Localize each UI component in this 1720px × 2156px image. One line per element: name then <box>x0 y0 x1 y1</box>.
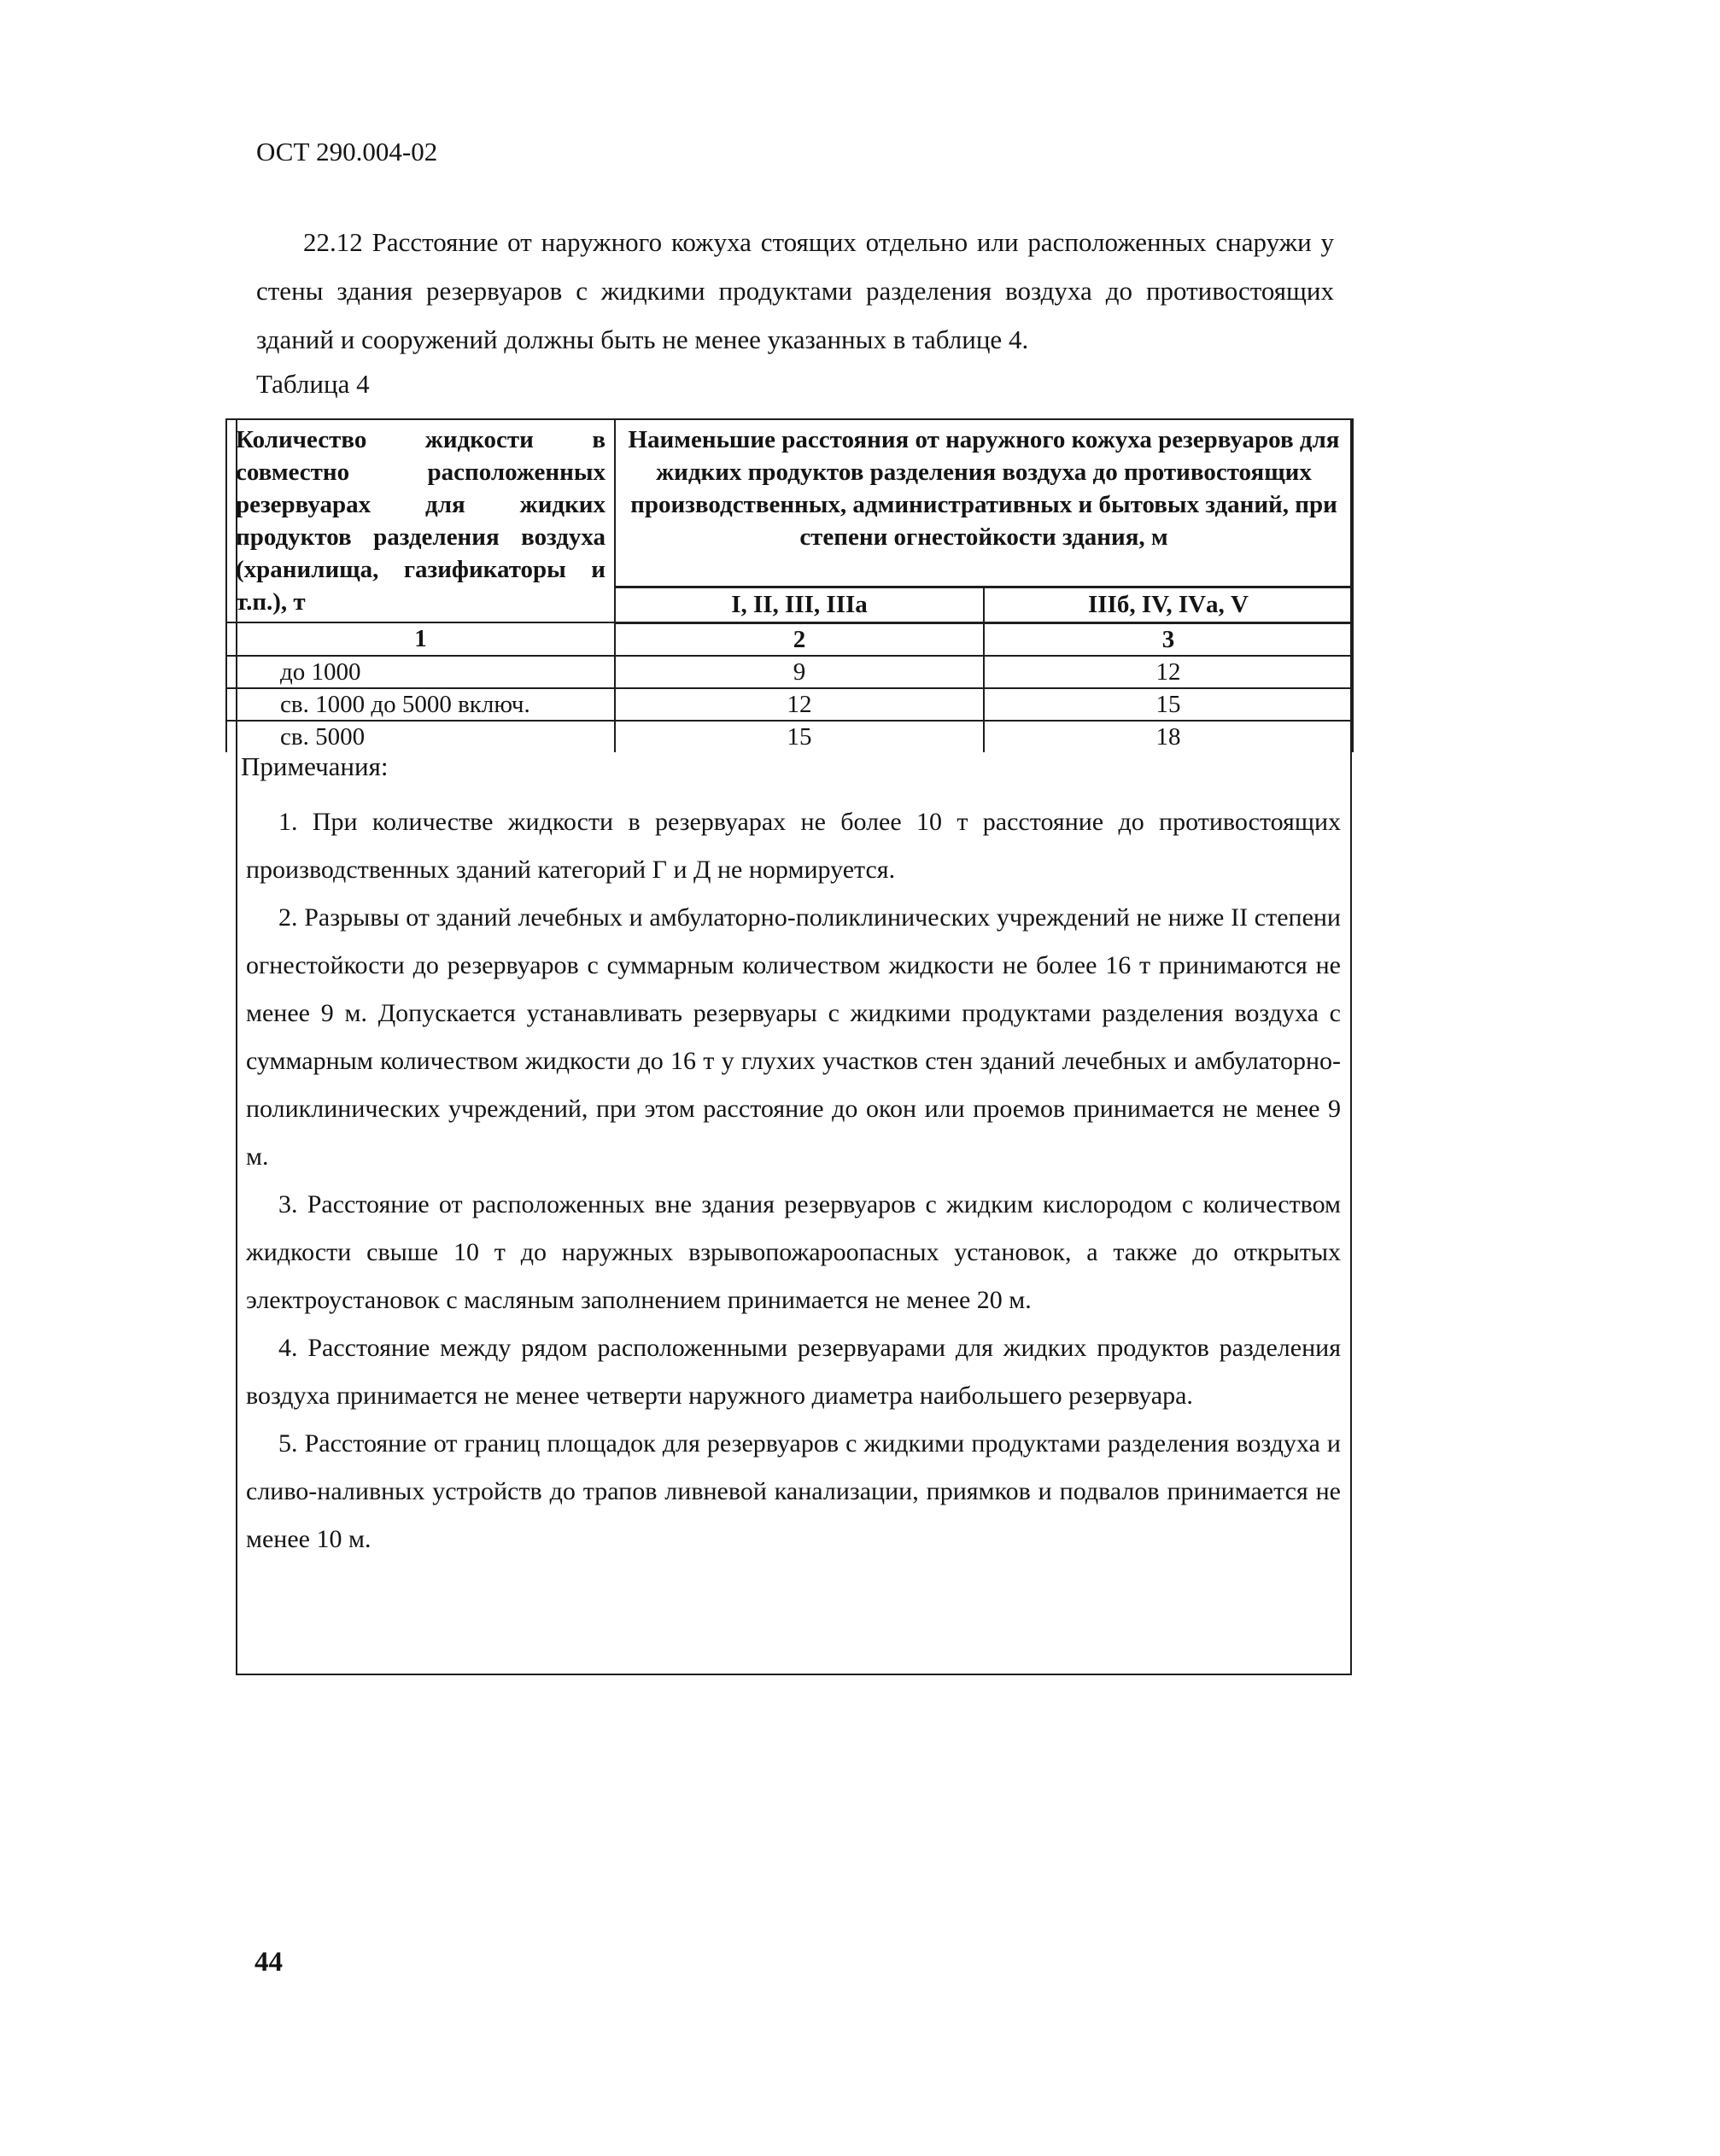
fire-resistance-header-2: IIIб, IV, IVа, V <box>984 587 1353 622</box>
note-item-5: 5. Расстояние от границ площадок для резервуаров с жидкими продуктами разделения воздуха и сливо-наливных устройств до трапов ливневой канализации, приямков и подвалов принимается не менее 10 м. <box>246 1429 1341 1553</box>
table-row <box>226 656 1353 688</box>
quantity-column-header: Количество жидкости в совместно расположенных резервуарах для жидких продуктов разделения воздуха (хранилища, газификаторы и т.п.), т <box>226 419 615 622</box>
table-row <box>226 688 1353 721</box>
column-number-1: 1 <box>226 622 615 656</box>
table-header-row <box>226 419 1353 587</box>
distance-table <box>225 418 1354 752</box>
column-number-row <box>226 622 1353 656</box>
column-number-3: 3 <box>984 622 1353 656</box>
column-number-2: 2 <box>615 622 984 656</box>
distance-cell: 9 <box>615 656 984 688</box>
intro-paragraph: 22.12 Расстояние от наружного кожуха стоящих отдельно или расположенных снаружи у стены здания резервуаров с жидкими продуктами разделения воздуха до противостоящих зданий и сооружений должны быть не менее указанных в таблице 4. <box>256 227 1334 354</box>
note-item-4: 4. Расстояние между рядом расположенными резервуарами для жидких продуктов разделения воздуха принимается не менее четверти наружного диаметра наибольшего резервуара. <box>246 1334 1341 1410</box>
note-item-2: 2. Разрывы от зданий лечебных и амбулаторно-поликлинических учреждений не ниже II степени огнестойкости до резервуаров с суммарным количеством жидкости не более 16 т принимаются не менее 9 м. Допускается устанавливать резервуары с жидкими продуктами разделения воздуха с суммарным количеством жидкости до 16 т у глухих участков стен зданий лечебных и амбулаторно-поликлинических учреждений, при этом расстояние до окон или проемов принимается не менее 9 м. <box>246 903 1341 1171</box>
notes-title: Примечания: <box>241 751 389 781</box>
distance-group-header: Наименьшие расстояния от наружного кожуха резервуаров для жидких продуктов разделения воздуха до противостоящих производственных, административных и бытовых зданий, при степени огнестойкости здания, м <box>615 419 1353 587</box>
quantity-cell: до 1000 <box>226 656 615 688</box>
distance-cell: 12 <box>615 688 984 721</box>
quantity-cell: св. 1000 до 5000 включ. <box>226 688 615 721</box>
distance-cell: 12 <box>984 656 1353 688</box>
document-code: ОСТ 290.004-02 <box>256 137 438 167</box>
fire-resistance-header-1: I, II, III, IIIа <box>615 587 984 622</box>
distance-cell: 18 <box>984 721 1353 752</box>
page-number: 44 <box>254 1947 283 1978</box>
table-caption: Таблица 4 <box>256 369 370 399</box>
distance-cell: 15 <box>615 721 984 752</box>
quantity-cell: св. 5000 <box>226 721 615 752</box>
table-row <box>226 721 1353 752</box>
note-item-3: 3. Расстояние от расположенных вне здания резервуаров с жидким кислородом с количеством жидкости свыше 10 т до наружных взрывопожароопасных установок, а также до открытых электроустановок с масляным заполнением принимается не менее 20 м. <box>246 1190 1341 1314</box>
distance-cell: 15 <box>984 688 1353 721</box>
notes-list <box>246 798 1341 1563</box>
note-item-1: 1. При количестве жидкости в резервуарах не более 10 т расстояние до противостоящих производственных зданий категорий Г и Д не нормируется. <box>246 808 1341 884</box>
